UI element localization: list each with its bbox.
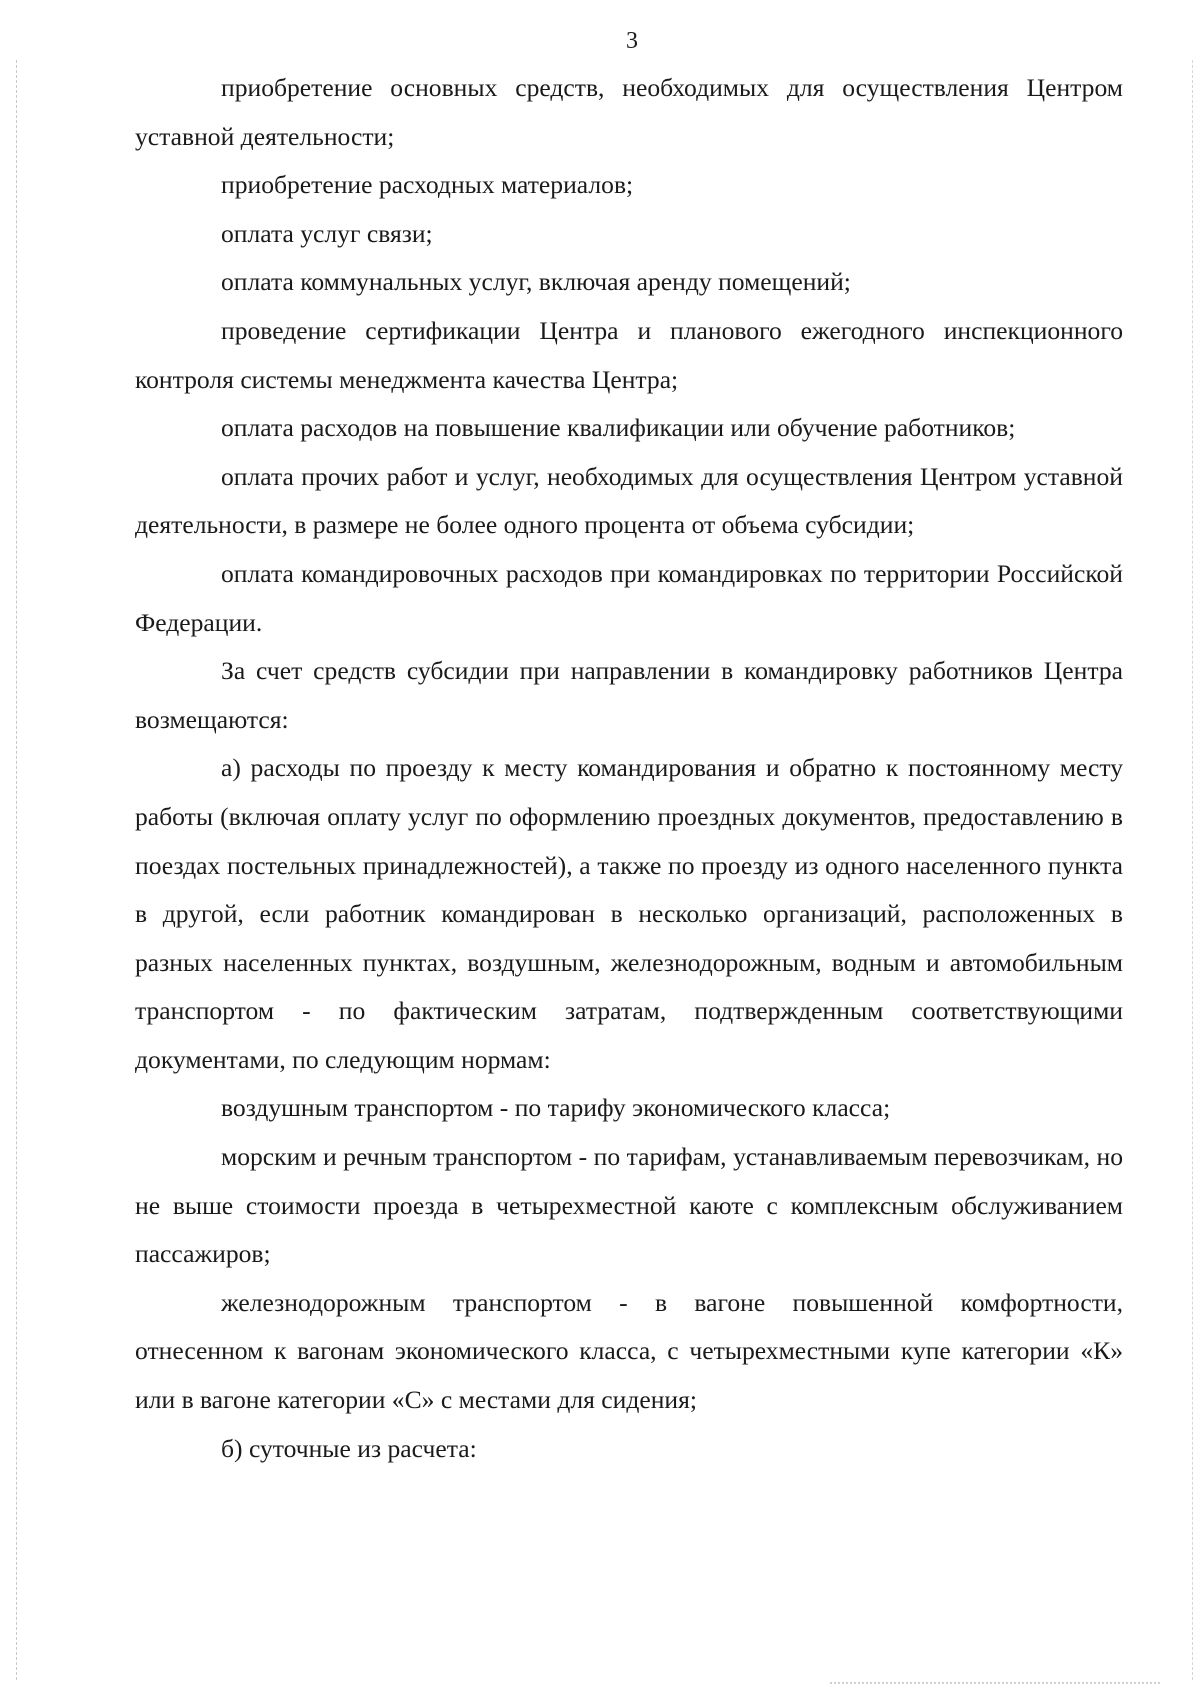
- paragraph: а) расходы по проезду к месту командирования и обратно к постоянному месту работы (включая оплату услуг по оформлению проездных документов, предоставлению в поездах постельных принадлежностей), а также по проезду из одного населенного пункта в другой, если работник командирован в несколько организаций, расположенных в разных населенных пунктах, воздушным, железнодорожным, водным и автомобильным транспортом - по фактическим затратам, подтвержденным соответствующими документами, по следующим нормам:: [135, 753, 1123, 1074]
- scan-artifact: [830, 1682, 1160, 1686]
- paragraph: оплата прочих работ и услуг, необходимых для осуществления Центром уставной деятельности, в размере не более одного процента от объема субсидии;: [135, 461, 1123, 540]
- page-number: 3: [626, 28, 638, 54]
- paragraph: оплата услуг связи;: [221, 218, 433, 248]
- paragraph: морским и речным транспортом - по тарифам, устанавливаемым перевозчикам, но не выше стоимости проезда в четырехместной каюте с комплексным обслуживанием пассажиров;: [135, 1142, 1123, 1269]
- paragraph: За счет средств субсидии при направлении в командировку работников Центра возмещаются:: [135, 656, 1123, 734]
- paragraph: оплата командировочных расходов при командировках по территории Российской Федерации.: [135, 558, 1123, 637]
- scan-edge-left: [16, 60, 18, 1680]
- paragraph: приобретение расходных материалов;: [221, 170, 634, 200]
- paragraph: оплата коммунальных услуг, включая аренду помещений;: [221, 267, 851, 297]
- paragraph: воздушным транспортом - по тарифу экономического класса;: [221, 1093, 891, 1123]
- paragraph: б) суточные из расчета:: [221, 1433, 477, 1463]
- paragraph: железнодорожным транспортом - в вагоне повышенной комфортности, отнесенном к вагонам экономического класса, с четырехместными купе категории «К» или в вагоне категории «С» с местами для сидения;: [135, 1287, 1123, 1415]
- paragraph: приобретение основных средств, необходимых для осуществления Центром уставной деятельности;: [135, 73, 1123, 151]
- paragraph: проведение сертификации Центра и планового ежегодного инспекционного контроля системы менеджмента качества Центра;: [135, 315, 1123, 394]
- paragraph: оплата расходов на повышение квалификации или обучение работников;: [221, 413, 1016, 443]
- document-body: [135, 64, 1123, 1473]
- scan-edge-right: [1192, 60, 1194, 1680]
